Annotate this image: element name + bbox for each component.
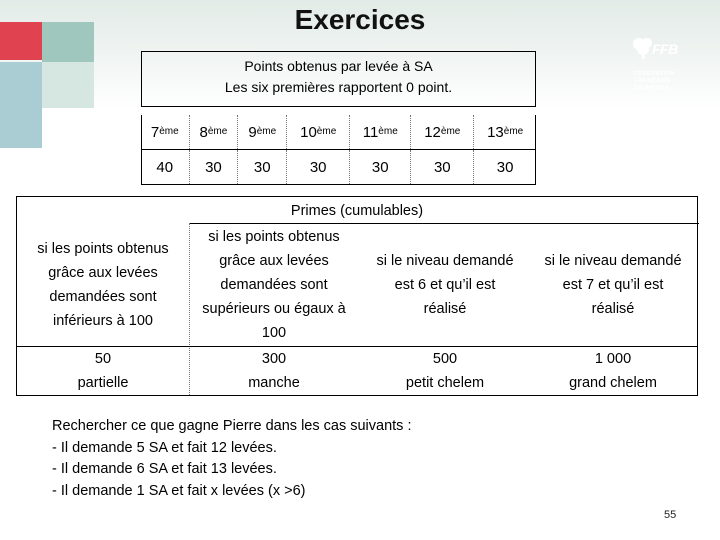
points-info-line2: Les six premières rapportent 0 point. — [224, 79, 453, 95]
bonus-condition-partial: si les points obtenus grâce aux levées demandées sont inférieurs à 100 — [37, 241, 169, 329]
logo-text: FFB — [652, 41, 678, 57]
bonus-title: Primes (cumulables) — [290, 203, 424, 219]
trick-value: 30 — [350, 150, 411, 185]
bonus-value-small-slam: 500 petit chelem — [405, 351, 485, 391]
page-number: 55 — [664, 509, 677, 521]
bonus-condition-small-slam: si le niveau demandé est 6 et qu’il est réalisé — [376, 253, 514, 317]
tricks-points-table — [141, 115, 536, 184]
bonus-value-game: 300 manche — [248, 351, 300, 391]
exercise-line: - Il demande 5 SA et fait 12 levées. — [52, 439, 277, 456]
exercise-line: Rechercher ce que gagne Pierre dans les cas suivants : — [52, 418, 412, 434]
bonus-condition-grand-slam: si le niveau demandé est 7 et qu’il est réalisé — [544, 253, 682, 317]
decor-square-pale — [42, 62, 94, 108]
decor-square-light-blue — [0, 62, 42, 148]
logo-subtitle: FÉDÉRATION FRANÇAISE DE BRIDGE — [634, 71, 676, 91]
trick-header: 9ème — [238, 115, 287, 150]
trick-header: 8ème — [189, 115, 238, 150]
ffb-logo — [626, 35, 686, 95]
tricks-value-row — [141, 150, 536, 185]
trick-value: 30 — [474, 150, 536, 185]
bonus-title-divider — [189, 223, 699, 224]
trick-header: 7ème — [141, 115, 189, 150]
points-info-box — [141, 51, 536, 107]
exercise-line: - Il demande 1 SA et fait x levées (x >6) — [52, 482, 306, 499]
slide-title: Exercices — [294, 4, 426, 35]
trick-header: 13ème — [474, 115, 536, 150]
bonus-condition-game: si les points obtenus grâce aux levées demandées sont supérieurs ou égaux à 100 — [202, 229, 346, 341]
bonus-value-grand-slam: 1 000 grand chelem — [569, 351, 657, 391]
exercise-text — [52, 416, 411, 502]
trick-header: 11ème — [350, 115, 411, 150]
bonus-table — [16, 196, 698, 396]
exercise-line: - Il demande 6 SA et fait 13 levées. — [52, 461, 277, 477]
trick-value: 30 — [189, 150, 238, 185]
trick-header: 12ème — [411, 115, 474, 150]
trick-header: 10ème — [287, 115, 350, 150]
trick-value: 30 — [287, 150, 350, 185]
trick-value: 40 — [156, 158, 174, 176]
tree-icon — [632, 37, 654, 59]
trick-value: 30 — [238, 150, 287, 185]
tricks-header-row — [141, 115, 536, 150]
trick-value: 30 — [411, 150, 474, 185]
bonus-value-partial: 50 partielle — [77, 351, 129, 391]
points-info-line1: Points obtenus par levée à SA — [244, 58, 433, 74]
